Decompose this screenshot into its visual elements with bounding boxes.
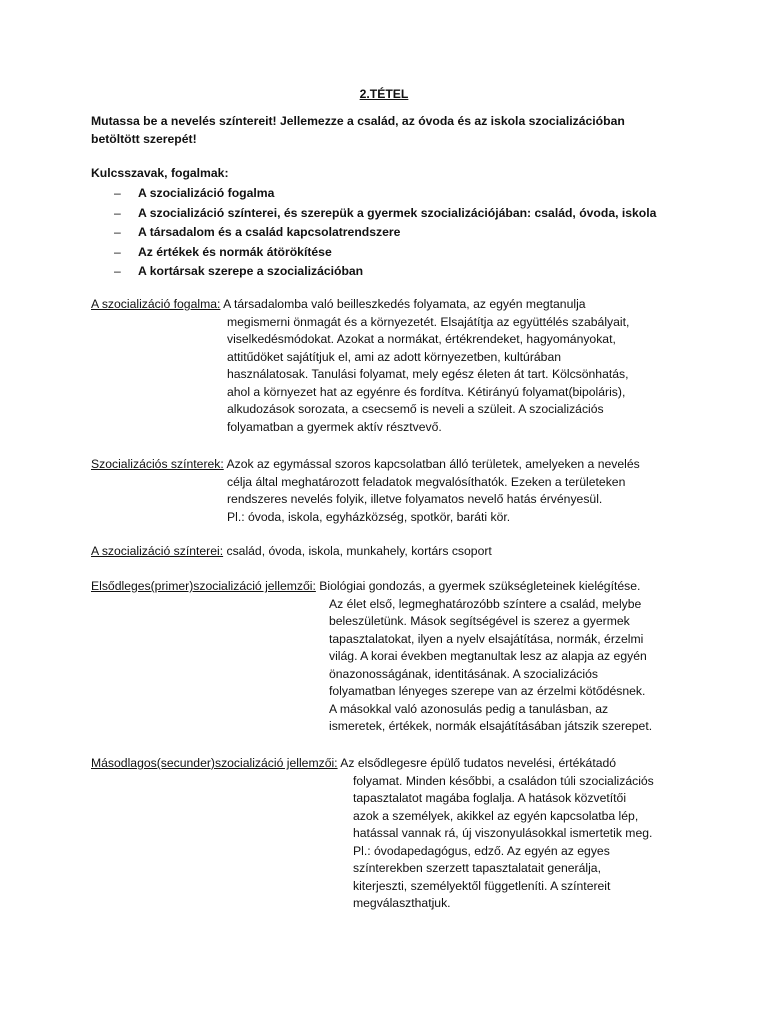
bullet-dash: – — [114, 186, 121, 200]
section-line: folyamat. Minden későbbi, a családon túli szocializációs — [353, 773, 654, 788]
section-line: Pl.: óvoda, iskola, egyházközség, spotkör, baráti kör. — [227, 509, 511, 524]
bullet-dash: – — [114, 225, 121, 240]
section-line: azok a személyek, akikkel az egyén kapcsolatba lép, — [353, 808, 639, 823]
section-line: alkudozások sorozata, a csecsemő is neveli a szüleit. A szocializációs — [227, 402, 604, 416]
bullet-dash: – — [114, 264, 121, 279]
section-label: Elsődleges(primer)szocializáció jellemzői: — [91, 579, 316, 593]
section-line: hatással vannak rá, új viszonyulásokkal ismertetik meg. — [353, 826, 653, 840]
keywords-list — [114, 184, 656, 282]
section-line: rendszeres nevelés folyik, illetve folyamatos nevelő hatás érvényesül. — [227, 492, 603, 506]
keyword-item — [114, 262, 656, 282]
question-text: Mutassa be a nevelés színtereit! Jellemezze a család, az óvoda és az iskola szocializációban betöltött szerepét! — [91, 114, 625, 146]
section-line: folyamatban a gyermek aktív résztvevő. — [227, 419, 442, 434]
section-label: A szocializáció fogalma: — [91, 297, 221, 311]
section-line: A másokkal való azonosulás pedig a tanulásban, az — [329, 701, 609, 716]
section-secondary-socialization — [91, 755, 654, 913]
section-line: Pl.: óvodapedagógus, edző. Az egyén az egyes — [353, 843, 610, 858]
section-first-line: család, óvoda, iskola, munkahely, kortárs csoport — [223, 544, 492, 558]
keywords-heading: Kulcsszavak, fogalmak: — [91, 166, 229, 180]
section-line: önazonosságának, identitásának. A szocializációs — [329, 666, 598, 681]
section-socialization-scenes — [91, 456, 640, 526]
section-line: tapasztalatot magába foglalja. A hatások közvetítői — [353, 791, 627, 805]
section-socialization-venues — [91, 543, 492, 561]
section-first-line: Azok az egymással szoros kapcsolatban álló területek, amelyeken a nevelés — [223, 457, 640, 471]
bullet-dash: – — [114, 244, 121, 259]
section-line: színterekben szerzett tapasztalatait generálja, — [353, 861, 601, 875]
section-label: Másodlagos(secunder)szocializáció jellemzői: — [91, 756, 338, 770]
section-line: megválaszthatjuk. — [353, 896, 451, 910]
section-line: használatosak. Tanulási folyamat, mely egész életen át tart. Kölcsönhatás, — [227, 367, 629, 381]
section-first-line: A társadalomba való beilleszkedés folyamata, az egyén megtanulja — [220, 297, 586, 311]
section-line: beleszületünk. Mások segítségével is szerez a gyermek — [329, 614, 630, 628]
section-line: ismeretek, értékek, normák elsajátításában játszik szerepet. — [329, 719, 653, 733]
section-socialization-concept — [91, 296, 629, 436]
section-line: világ. A korai években megtanultak lesz az alapja az egyén — [329, 649, 647, 663]
section-line: ahol a környezet hat az egyénre és fordítva. Kétirányú folyamat(bipoláris), — [227, 384, 626, 399]
section-line: megismerni önmagát és a környezetét. Elsajátítja az együttélés szabályait, — [227, 314, 630, 329]
section-label: A szocializáció színterei: — [91, 544, 224, 558]
page-title: 2.TÉTEL — [359, 87, 409, 101]
section-line: viselkedésmódokat. Azokat a normákat, értékrendeket, hagyományokat, — [227, 332, 616, 346]
section-label: Szocializációs színterek: — [91, 457, 224, 471]
keyword-text: A szocializáció fogalma — [138, 186, 275, 200]
keyword-item — [114, 243, 656, 263]
section-line: tapasztalatokat, ilyen a nyelv elsajátítása, normák, érzelmi — [329, 631, 644, 646]
keyword-text: A szocializáció színterei, és szerepük a gyermek szocializációjában: család, óvoda, iskola — [138, 205, 657, 220]
section-primary-socialization — [91, 578, 652, 736]
keyword-item — [114, 223, 656, 243]
keyword-text: Az értékek és normák átörökítése — [138, 244, 332, 259]
bullet-dash: – — [114, 205, 121, 220]
section-line: attitűdöket sajátítjuk el, ami az adott környezetben, kultúrában — [227, 349, 561, 364]
section-line: célja által meghatározott feladatok megvalósíthatók. Ezeken a területeken — [227, 474, 626, 489]
section-line: kiterjeszti, személyektől függetleníti. A színtereit — [353, 878, 611, 893]
keyword-text: A kortársak szerepe a szocializációban — [138, 264, 364, 279]
keyword-item — [114, 184, 656, 204]
section-line: folyamatban lényeges szerepe van az érzelmi kötődésnek. — [329, 684, 646, 698]
section-first-line: Az elsődlegesre épülő tudatos nevelési, értékátadó — [337, 756, 617, 770]
keyword-text: A társadalom és a család kapcsolatrendszere — [138, 225, 401, 240]
section-line: Az élet első, legmeghatározóbb színtere a család, melybe — [329, 596, 642, 611]
keyword-item — [114, 204, 656, 224]
section-first-line: Biológiai gondozás, a gyermek szükségleteinek kielégítése. — [315, 579, 641, 593]
